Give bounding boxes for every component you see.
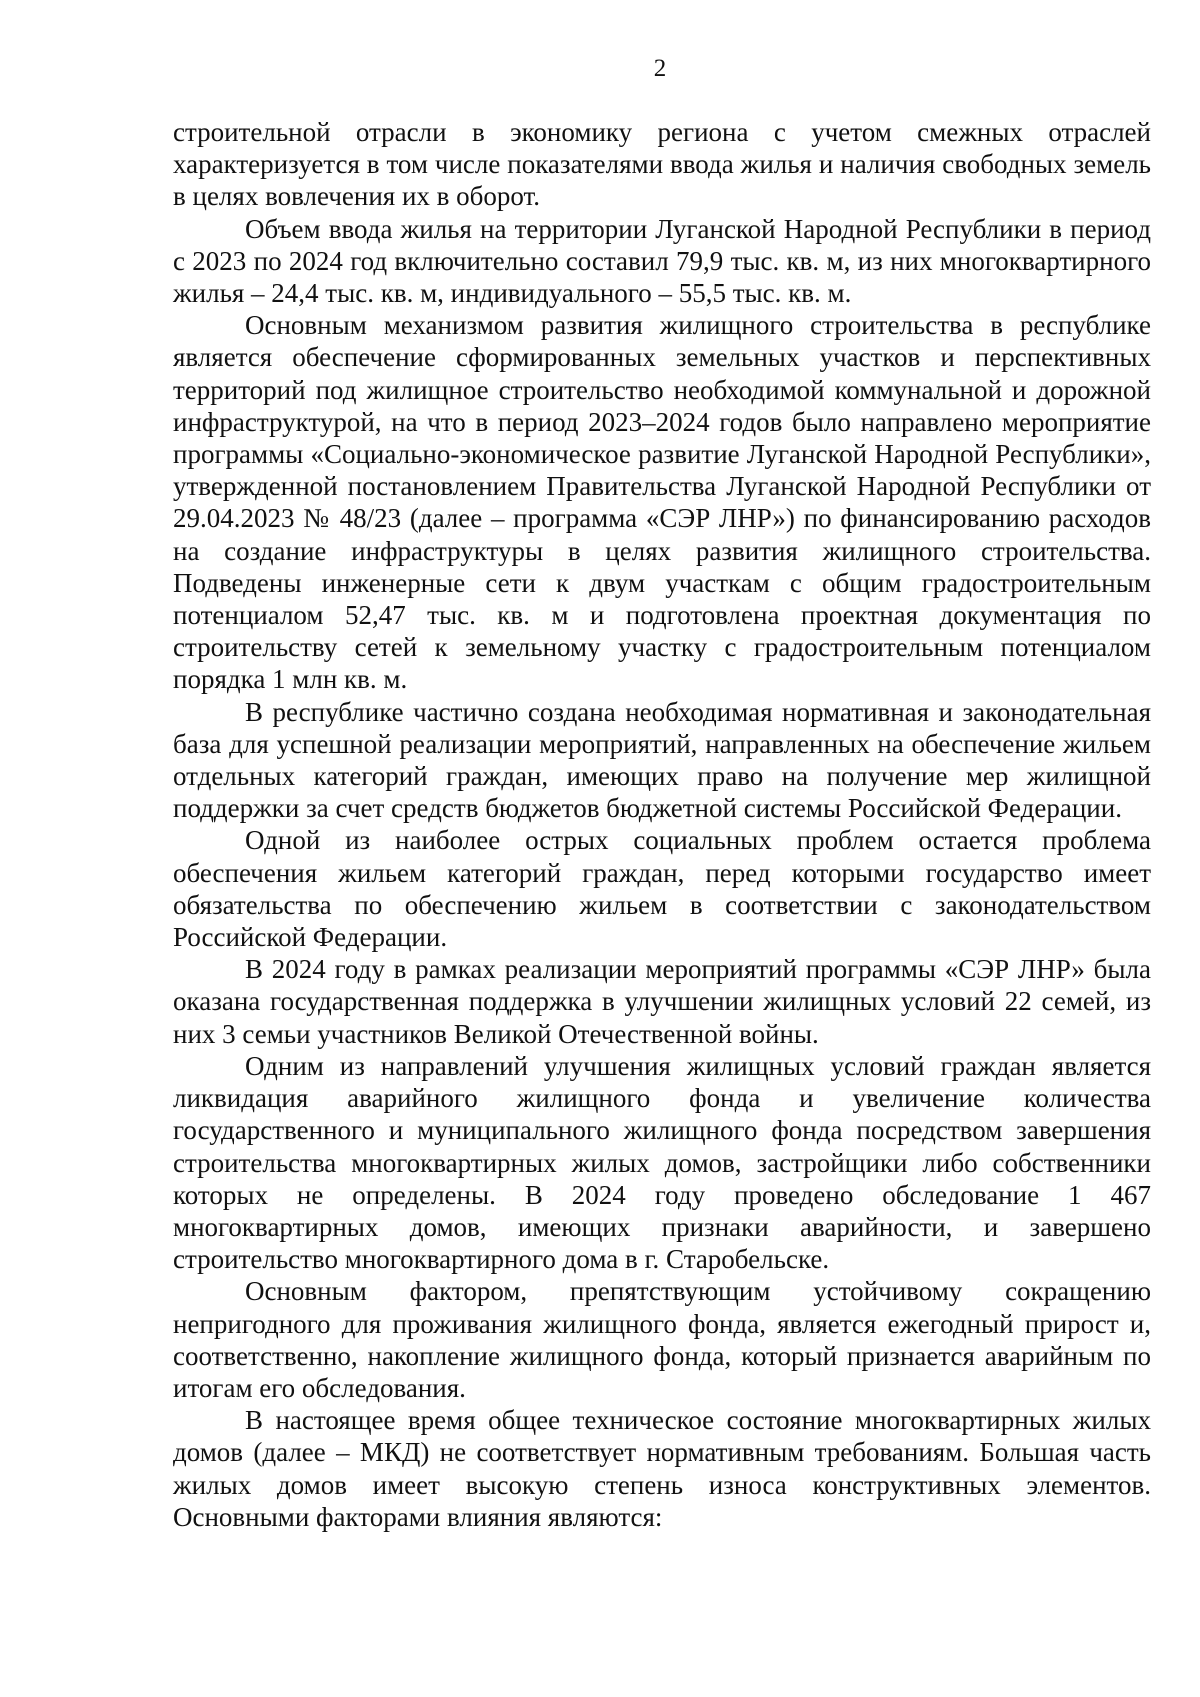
paragraph-main-factor: Основным фактором, препятствующим устойчивому сокращению непригодного для проживания жилищного фонда, является ежегодный прирост и, соответственно, накопление жилищного фонда, который признается аварийным по итогам его обследования.	[173, 1276, 1151, 1403]
paragraph-continuation: строительной отрасли в экономику региона с учетом смежных отраслей характеризуется в том числе показателями ввода жилья и наличия свободных земель в целях вовлечения их в оборот.	[173, 117, 1151, 212]
paragraph-housing-volume: Объем ввода жилья на территории Луганской Народной Республики в период с 2023 по 2024 год включительно составил 79,9 тыс. кв. м, из них многоквартирного жилья – 24,4 тыс. кв. м, индивидуального – 55,5 тыс. кв. м.	[173, 213, 1151, 309]
paragraph-emergency-housing: Одним из направлений улучшения жилищных условий граждан является ликвидация аварийного жилищного фонда и увеличение количества государственного и муниципального жилищного фонда посредством завершения строительства многоквартирных жилых домов, застройщики либо собственники которых не определены. В 2024 году проведено обследование 1 467 многоквартирных домов, имеющих признаки аварийности, и завершено строительство многоквартирного дома в г. Старобельске.	[173, 1050, 1151, 1275]
paragraph-technical-condition: В настоящее время общее техническое состояние многоквартирных жилых домов (далее – МКД) не соответствует нормативным требованиям. Большая часть жилых домов имеет высокую степень износа конструктивных элементов. Основными факторами влияния являются:	[173, 1405, 1151, 1532]
page-number: 2	[653, 55, 667, 82]
paragraph-state-support: В 2024 году в рамках реализации мероприятий программы «СЭР ЛНР» была оказана государственная поддержка в улучшении жилищных условий 22 семей, из них 3 семьи участников Великой Отечественной войны.	[173, 954, 1151, 1049]
document-body	[173, 116, 1151, 1533]
paragraph-social-problem: Одной из наиболее острых социальных проблем остается проблема обеспечения жильем категорий граждан, перед которыми государство имеет обязательства по обеспечению жильем в соответствии с законодательством Российской Федерации.	[173, 825, 1151, 953]
paragraph-development-mechanism: Основным механизмом развития жилищного строительства в республике является обеспечение сформированных земельных участков и перспективных территорий под жилищное строительство необходимой коммунальной и дорожной инфраструктурой, на что в период 2023–2024 годов было направлено мероприятие программы «Социально-экономическое развитие Луганской Народной Республики», утвержденной постановлением Правительства Луганской Народной Республики от 29.04.2023 № 48/23 (далее – программа «СЭР ЛНР») по финансированию расходов на создание инфраструктуры в целях развития жилищного строительства. Подведены инженерные сети к двум участкам с общим градостроительным потенциалом 52,47 тыс. кв. м и подготовлена проектная документация по строительству сетей к земельному участку с градостроительным потенциалом порядка 1 млн кв. м.	[173, 310, 1151, 695]
paragraph-legal-base: В республике частично создана необходимая нормативная и законодательная база для успешной реализации мероприятий, направленных на обеспечение жильем отдельных категорий граждан, имеющих право на получение мер жилищной поддержки за счет средств бюджетов бюджетной системы Российской Федерации.	[173, 696, 1151, 824]
